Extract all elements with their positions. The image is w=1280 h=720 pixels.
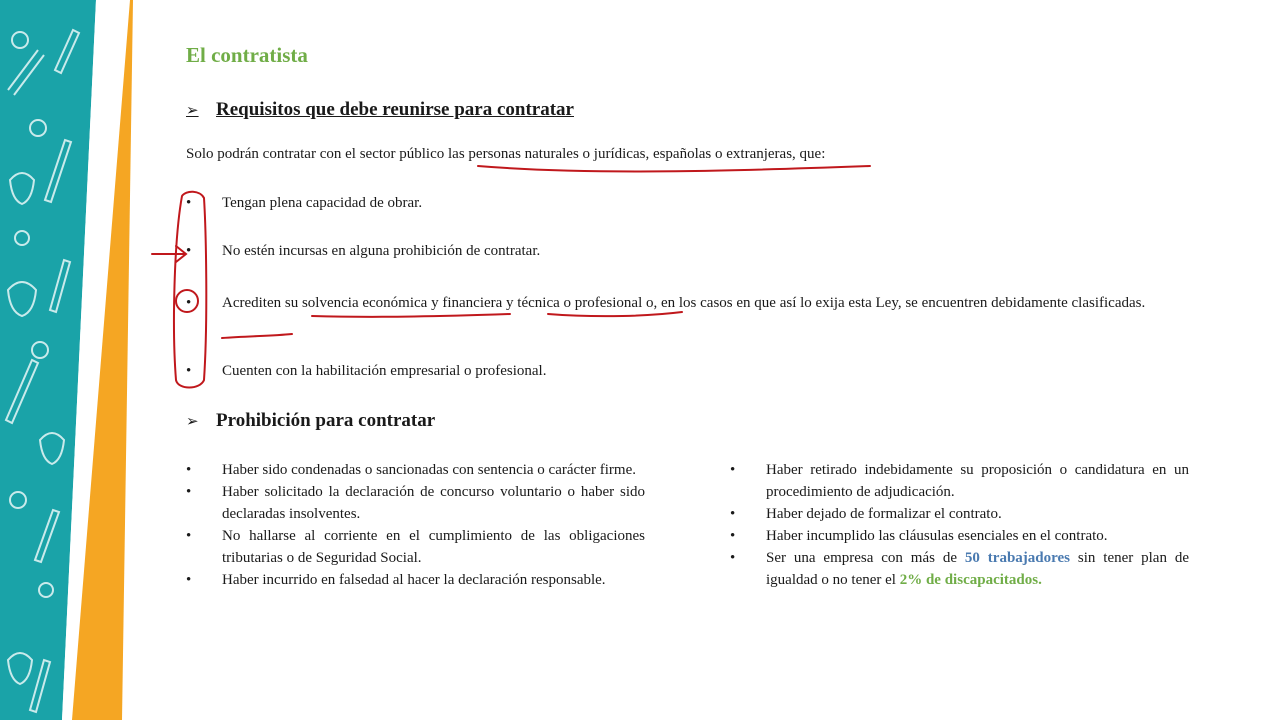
- list-item: [186, 481, 645, 525]
- list-item-text: Haber dejado de formalizar el contrato.: [766, 506, 1002, 522]
- intro-paragraph: Solo podrán contratar con el sector público las personas naturales o jurídicas, españolas o extranjeras, que:: [186, 146, 826, 162]
- bullet-icon: •: [186, 195, 192, 211]
- list-item-text: [766, 547, 1189, 591]
- list-item: [730, 503, 1189, 525]
- prohibitions-right-column: [730, 459, 1189, 591]
- list-item-text: Haber incurrido en falsedad al hacer la declaración responsable.: [222, 572, 606, 588]
- bullet-icon: •: [186, 363, 192, 379]
- list-item: [186, 195, 422, 212]
- bullet-icon: •: [730, 462, 736, 478]
- highlight-workers: 50 trabajadores: [964, 550, 1071, 566]
- list-item: [730, 525, 1189, 547]
- text-fragment: Ser una empresa con más de: [766, 550, 965, 566]
- list-item: [730, 459, 1189, 503]
- list-item-text: Tengan plena capacidad de obrar.: [222, 195, 423, 211]
- bullet-icon: •: [730, 506, 736, 522]
- section-heading-requisitos: [186, 99, 574, 121]
- list-item-text: Acrediten su solvencia económica y financiera y técnica o profesional o, en los casos en que así lo exija esta Ley, se encuentren debidamente clasificadas.: [222, 295, 1146, 311]
- section-heading-prohibicion: [186, 410, 435, 432]
- highlight-disabled-percent: 2% de discapacitados.: [899, 572, 1042, 588]
- list-item: [186, 243, 540, 260]
- bullet-icon: •: [186, 243, 192, 259]
- page-title: El contratista: [186, 43, 308, 67]
- bullet-icon: •: [186, 295, 192, 311]
- list-item: [186, 525, 645, 569]
- bullet-icon: •: [186, 462, 192, 478]
- decorative-side-band: [0, 0, 140, 720]
- arrow-bullet-icon: ➢: [186, 101, 199, 119]
- bullet-icon: •: [186, 484, 192, 500]
- list-item-text: Haber sido condenadas o sancionadas con sentencia o carácter firme.: [222, 462, 636, 478]
- arrow-bullet-icon: ➢: [186, 412, 199, 430]
- bullet-icon: •: [730, 528, 736, 544]
- text-fragment: sin tener plan de igualdad o no tener el: [766, 550, 1190, 588]
- section-heading-text: Prohibición para contratar: [216, 410, 436, 431]
- bullet-icon: •: [186, 528, 192, 544]
- list-item: [186, 569, 645, 591]
- section-heading-text: Requisitos que debe reunirse para contratar: [216, 99, 574, 120]
- bullet-icon: •: [730, 550, 736, 566]
- bullet-icon: •: [186, 572, 192, 588]
- list-item: [186, 292, 1162, 315]
- list-item-text: No hallarse al corriente en el cumplimiento de las obligaciones tributarias o de Seguridad Social.: [222, 528, 645, 566]
- list-item-text: Cuenten con la habilitación empresarial o profesional.: [222, 363, 547, 379]
- list-item-text: Haber solicitado la declaración de concurso voluntario o haber sido declaradas insolventes.: [222, 484, 645, 522]
- prohibitions-left-column: [186, 459, 645, 591]
- list-item-text: No estén incursas en alguna prohibición de contratar.: [222, 243, 541, 259]
- list-item: [186, 459, 645, 481]
- list-item: [186, 363, 546, 380]
- list-item-text: Haber retirado indebidamente su proposición o candidatura en un procedimiento de adjudicación.: [766, 462, 1189, 500]
- list-item-text: Haber incumplido las cláusulas esenciales en el contrato.: [766, 528, 1108, 544]
- list-item: [730, 547, 1189, 591]
